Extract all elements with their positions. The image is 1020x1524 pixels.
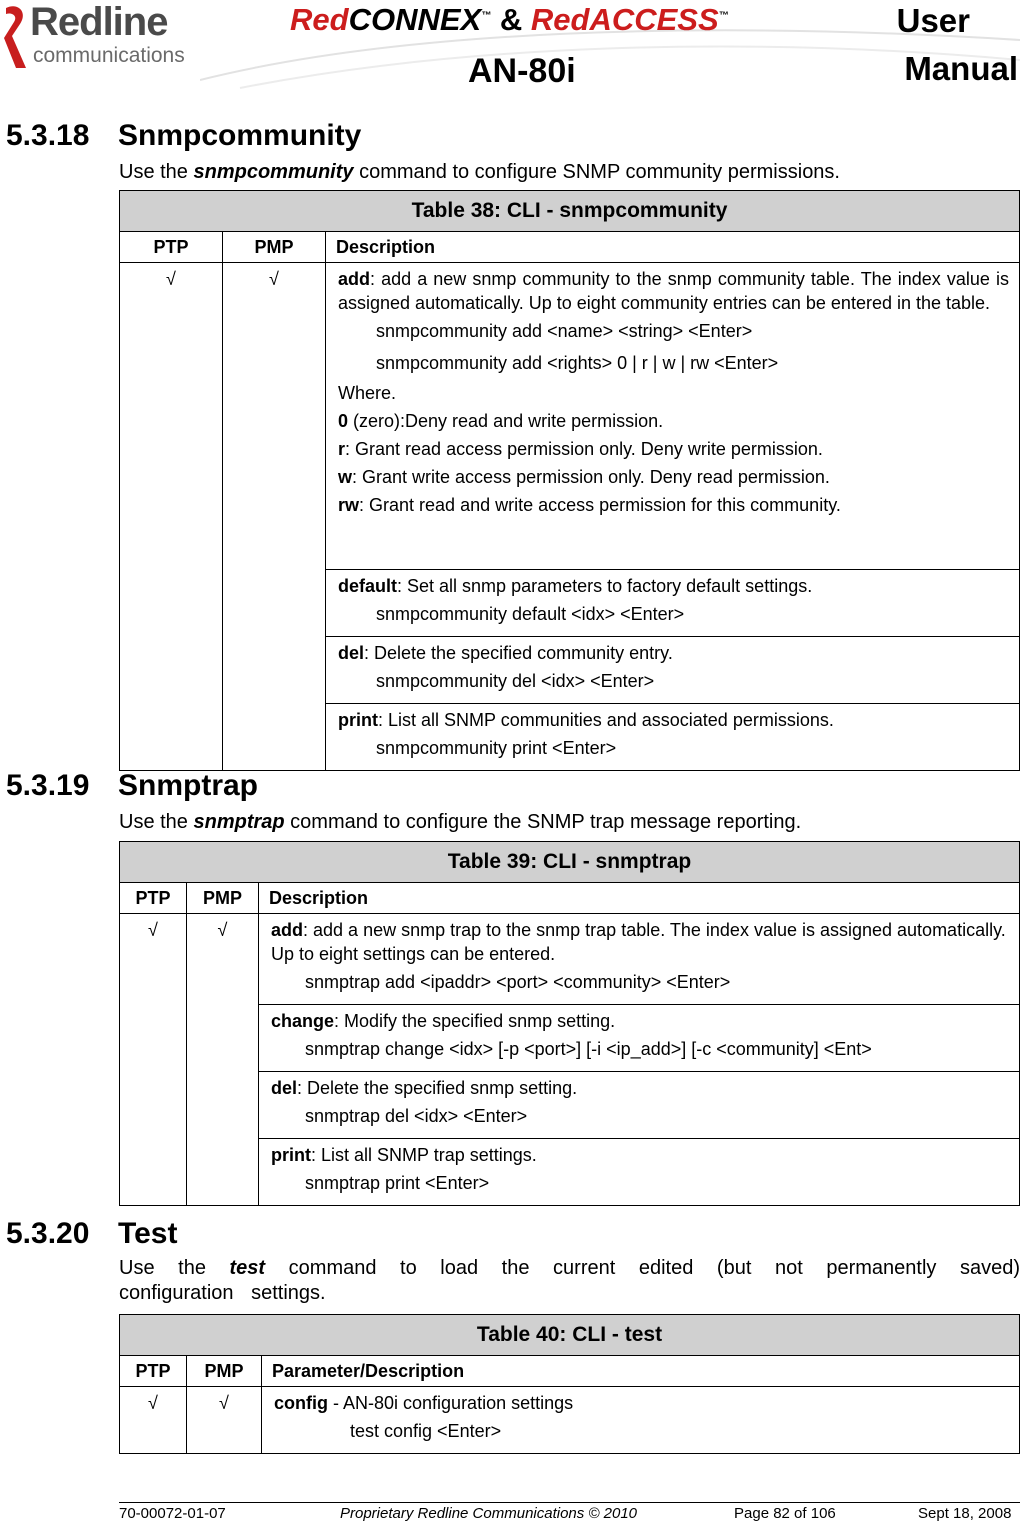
desc-add — [326, 263, 1020, 570]
table-title: Table 39: CLI - snmptrap — [120, 842, 1020, 883]
intro-text: command to configure SNMP community permissions. — [353, 161, 840, 183]
keyword-default: default — [338, 576, 398, 596]
section-heading-snmpcommunity — [6, 119, 361, 153]
product-model: AN-80i — [468, 52, 576, 90]
desc-config: config - AN-80i configuration settings test config <Enter> — [262, 1387, 1020, 1454]
desc-del: del: Delete the specified community entry. snmpcommunity del <idx> <Enter> — [326, 637, 1020, 704]
table-cli-snmptrap — [119, 841, 1020, 1206]
logo-mark-icon — [0, 2, 34, 74]
desc-add: add: add a new snmp trap to the snmp trap table. The index value is assigned automatically. Up to eight settings can be entered. snmptrap add <ipaddr> <port> <community> <Enter> — [259, 914, 1020, 1005]
pmp-check: √ — [187, 1387, 262, 1454]
keyword-print: print — [271, 1145, 311, 1165]
footer-page: Page 82 of 106 — [734, 1505, 836, 1522]
table-title: Table 38: CLI - snmpcommunity — [120, 191, 1020, 232]
desc-print: print: List all SNMP communities and associated permissions. snmpcommunity print <Enter> — [326, 704, 1020, 771]
section-intro-snmpcommunity — [119, 160, 1020, 185]
col-header-pmp: PMP — [187, 1356, 262, 1387]
table-title: Table 40: CLI - test — [120, 1315, 1020, 1356]
col-header-description: Description — [259, 883, 1020, 914]
where-label: Where. — [338, 383, 397, 403]
logo-subtitle: communications — [33, 44, 185, 67]
section-intro-snmptrap — [119, 810, 1020, 835]
col-header-pmp: PMP — [223, 232, 326, 263]
ptp-check: √ — [120, 914, 187, 1206]
section-number: 5.3.19 — [6, 769, 90, 802]
col-header-ptp: PTP — [120, 1356, 187, 1387]
section-title: Test — [118, 1217, 178, 1250]
cmd-print: snmpcommunity print <Enter> — [376, 738, 617, 758]
keyword-del: del — [271, 1078, 298, 1098]
intro-keyword: snmptrap — [193, 811, 285, 833]
desc-default: default: Set all snmp parameters to factory default settings. snmpcommunity default <idx> <Enter> — [326, 570, 1020, 637]
keyword-del: del — [338, 643, 365, 663]
intro-text: command to load the current edited (but not permanently saved) configuration settings. — [119, 1257, 1020, 1304]
pmp-check: √ — [187, 914, 259, 1206]
cmd-default: snmpcommunity default <idx> <Enter> — [376, 604, 685, 624]
footer-date: Sept 18, 2008 — [918, 1505, 1012, 1522]
footer-proprietary: Proprietary Redline Communications © 2010 — [340, 1505, 638, 1522]
brand-access: ACCESS — [589, 2, 719, 37]
intro-text: command to configure the SNMP trap message reporting. — [284, 811, 802, 833]
pmp-check: √ — [223, 263, 326, 771]
keyword-add: add — [338, 269, 371, 289]
footer-rule — [119, 1502, 1020, 1503]
table-cli-test — [119, 1314, 1020, 1454]
section-title: Snmptrap — [118, 769, 259, 802]
section-heading-test — [6, 1217, 177, 1251]
trademark-2: ™ — [718, 10, 729, 22]
right-0: 0 (zero):Deny read and write permission. — [338, 411, 664, 431]
cmd-add-name: snmpcommunity add <name> <string> <Enter> — [376, 321, 753, 341]
section-number: 5.3.20 — [6, 1217, 90, 1250]
brand-red-prefix-2: Red — [530, 2, 590, 37]
cmd-print: snmptrap print <Enter> — [305, 1173, 490, 1193]
col-header-ptp: PTP — [120, 232, 223, 263]
col-header-ptp: PTP — [120, 883, 187, 914]
ptp-check: √ — [120, 263, 223, 771]
cmd-add: snmptrap add <ipaddr> <port> <community> <Enter> — [305, 972, 731, 992]
doc-title-manual: Manual — [904, 50, 1018, 87]
desc-add-text: : add a new snmp community to the snmp community table. The index value is assigned automatically. Up to eight community entries can be entered in the table. — [338, 269, 1009, 313]
col-header-pmp: PMP — [187, 883, 259, 914]
ptp-check: √ — [120, 1387, 187, 1454]
section-number: 5.3.18 — [6, 119, 90, 152]
cmd-test-config: test config <Enter> — [350, 1421, 502, 1441]
keyword-add: add — [271, 920, 304, 940]
right-r: r: Grant read access permission only. Deny write permission. — [338, 439, 823, 459]
footer-doc-number: 70-00072-01-07 — [119, 1505, 226, 1522]
keyword-print: print — [338, 710, 378, 730]
cmd-add-rights: snmpcommunity add <rights> 0 | r | w | rw <Enter> — [376, 353, 779, 373]
section-title: Snmpcommunity — [118, 119, 362, 152]
brand-connex: CONNEX — [348, 2, 482, 37]
desc-print: print: List all SNMP trap settings. snmptrap print <Enter> — [259, 1139, 1020, 1206]
table-cli-snmpcommunity — [119, 190, 1020, 771]
doc-title-user: User — [896, 2, 970, 39]
keyword-change: change — [271, 1011, 335, 1031]
intro-keyword: snmpcommunity — [193, 161, 354, 183]
intro-text: Use the — [119, 161, 194, 183]
brand-red-prefix-1: Red — [290, 2, 349, 37]
section-intro-test — [119, 1256, 1020, 1306]
intro-keyword: test — [229, 1257, 266, 1279]
cmd-del: snmptrap del <idx> <Enter> — [305, 1106, 528, 1126]
logo-name: Redline — [30, 0, 168, 44]
cmd-change: snmptrap change <idx> [-p <port>] [-i <ip_add>] [-c <community] <Ent> — [305, 1039, 872, 1059]
right-rw: rw: Grant read and write access permission for this community. — [338, 495, 841, 515]
keyword-config: config — [274, 1393, 328, 1413]
desc-change: change: Modify the specified snmp setting. snmptrap change <idx> [-p <port>] [-i <ip_add>] [-c <community] <Ent> — [259, 1005, 1020, 1072]
col-header-parameter-description: Parameter/Description — [262, 1356, 1020, 1387]
right-w: w: Grant write access permission only. Deny read permission. — [338, 467, 830, 487]
brand-ampersand: & — [499, 2, 523, 37]
redline-logo — [0, 0, 210, 80]
desc-del: del: Delete the specified snmp setting. snmptrap del <idx> <Enter> — [259, 1072, 1020, 1139]
intro-text: Use the — [119, 811, 194, 833]
intro-text: Use the — [119, 1257, 230, 1279]
col-header-description: Description — [326, 232, 1020, 263]
product-brand-line — [290, 2, 729, 38]
cmd-del: snmpcommunity del <idx> <Enter> — [376, 671, 655, 691]
page-header — [0, 0, 1020, 100]
trademark-1: ™ — [481, 10, 492, 22]
section-heading-snmptrap — [6, 769, 258, 803]
